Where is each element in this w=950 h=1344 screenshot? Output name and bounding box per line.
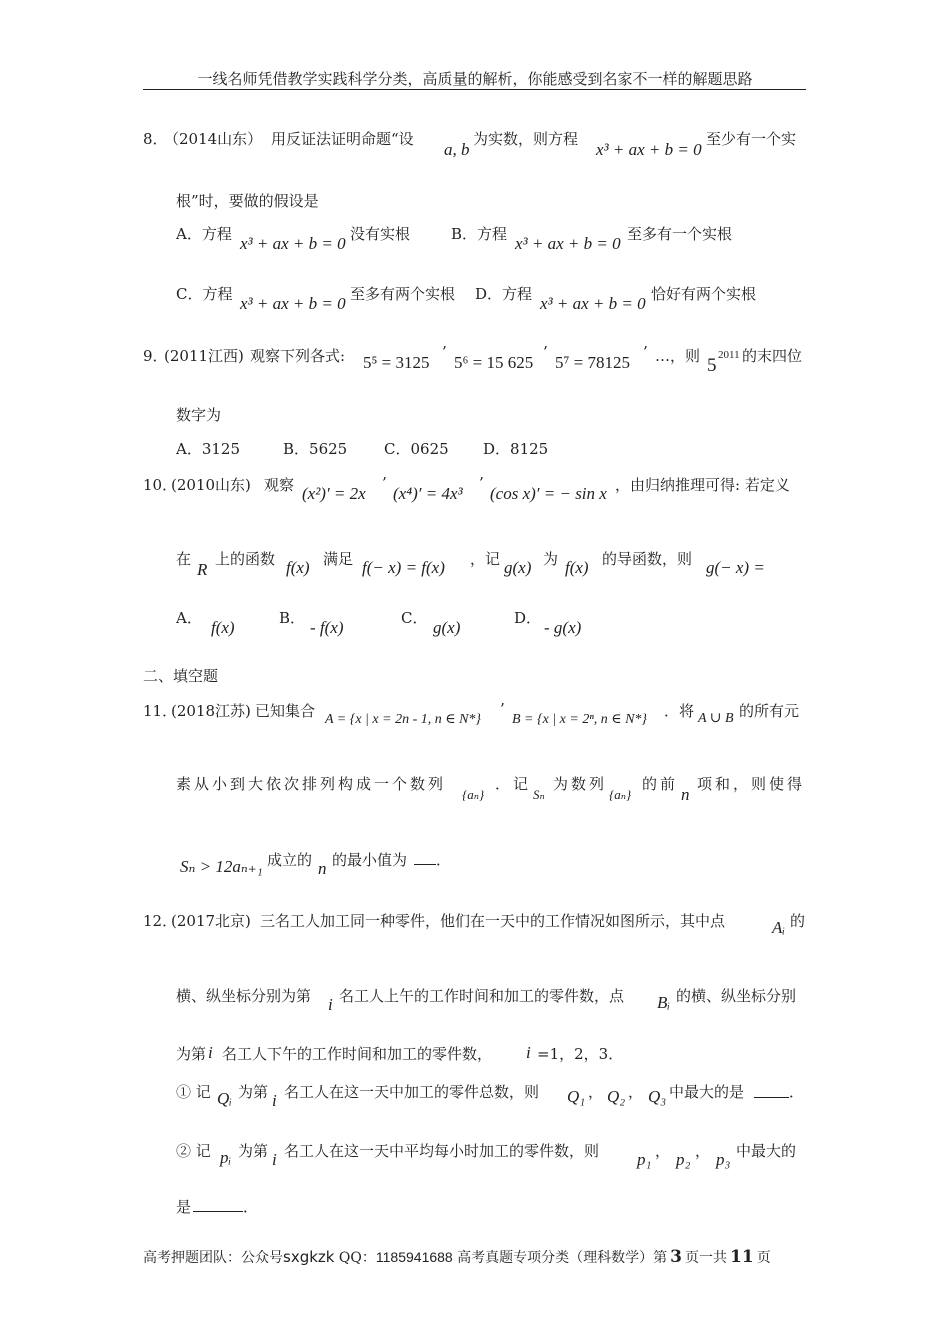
q12-i: i: [328, 995, 333, 1014]
q10-line2-e: 为: [543, 550, 559, 568]
q12-i-4: i: [272, 1091, 277, 1110]
q8-number: 8．: [143, 130, 168, 148]
q12-pi: pᵢ: [220, 1148, 232, 1167]
q12-comma-1: ，: [588, 1083, 604, 1101]
q12-sub2-b: 为第: [238, 1142, 269, 1160]
q10-derivative-2: (x⁴)′ = 4x³: [393, 484, 463, 503]
q11-line3-a: 成立的: [267, 851, 313, 869]
q11-answer-blank[interactable]: [414, 864, 436, 865]
q11-n-2: n: [318, 859, 327, 878]
q11-mid: ．将: [664, 702, 695, 720]
section-heading-fill-in: 二、填空题: [143, 667, 219, 685]
q9-formula-3: 5⁷ = 78125: [555, 353, 631, 372]
footer-qq-label: QQ：: [338, 1250, 376, 1266]
q8-stem-c: 至少有一个实: [706, 130, 797, 148]
q12-i-2: i: [208, 1043, 213, 1062]
q12-p3: p₃: [716, 1150, 731, 1169]
q12-p1: p₁: [637, 1150, 652, 1169]
q12-line3-a: 为第: [176, 1045, 207, 1063]
q10-fx: f(x): [286, 558, 310, 577]
q10-option-b-label: B．: [279, 609, 306, 627]
footer-total: 11: [730, 1247, 754, 1267]
q11-line2-e: 项和，则使得: [697, 775, 806, 793]
q12-source: (2017北京): [171, 912, 251, 930]
q11-line2-b: ．记: [495, 775, 532, 793]
q10-option-a-label: A．: [176, 609, 202, 627]
q10-option-d-value: - g(x): [544, 618, 582, 637]
q12-sub2-e: 是: [176, 1198, 192, 1216]
q12-sub1-c: 名工人在这一天中加工的零件总数，则: [284, 1083, 540, 1101]
q11-line2-a: 素从小到大依次排列构成一个数列: [176, 775, 447, 793]
q8-option-a-label: A．方程: [176, 225, 232, 243]
q9-formula-2: 5⁶ = 15 625: [454, 353, 534, 372]
q8-option-b-label: B．方程: [451, 225, 508, 243]
footer-qq: 1185941688: [375, 1249, 453, 1265]
q8-option-d-eq: x³ + ax + b = 0: [540, 294, 646, 313]
footer-page: 3: [670, 1247, 683, 1267]
q11-tail: 的所有元: [739, 702, 800, 720]
q12-line2-c: 的横、纵坐标分别: [676, 987, 797, 1005]
footer-team: 高考押题团队：公众号: [143, 1250, 283, 1266]
q12-number: 12．: [143, 912, 178, 930]
q9-stem: 观察下列各式:: [250, 347, 346, 365]
footer-desc: 高考真题专项分类（理科数学）第: [457, 1250, 668, 1266]
q12-answer-blank-2[interactable]: [193, 1211, 243, 1212]
q9-tail: 的末四位: [742, 347, 803, 365]
q8-equation: x³ + ax + b = 0: [596, 140, 702, 159]
q8-source: （2014山东）: [164, 130, 263, 148]
q12-sub1-end: ．: [789, 1083, 805, 1101]
q11-set-B: B = {x | x = 2ⁿ, n ∈ N*}: [512, 712, 648, 727]
q11-line2-c: 为数列: [553, 775, 608, 793]
q12-sub1-b: 为第: [238, 1083, 269, 1101]
q11-seq-an: {aₙ}: [462, 787, 485, 802]
q12-sub2-d: 中最大的: [736, 1142, 797, 1160]
page-footer: [143, 1247, 771, 1267]
q12-answer-blank-1[interactable]: [754, 1097, 789, 1098]
q11-sep: ’: [500, 700, 505, 718]
q11-set-A: A = {x | x = 2n - 1, n ∈ N*}: [325, 712, 482, 727]
q12-i-5: i: [272, 1150, 277, 1169]
q8-option-d-label: D．方程: [475, 285, 533, 303]
q12-Qi: Qᵢ: [217, 1089, 232, 1108]
q12-tail-1: 的: [790, 912, 806, 930]
q12-sub1-a: ① 记: [176, 1083, 211, 1101]
q8-stem-b: 为实数，则方程: [473, 130, 579, 148]
q12-line2-b: 名工人上午的工作时间和加工的零件数，点: [339, 987, 625, 1005]
q10-sep-1: ’: [382, 474, 387, 492]
q9-ellipsis: …，则: [655, 347, 701, 365]
q9-sep-3: ’: [643, 343, 648, 361]
q12-Q1: Q₁: [567, 1087, 586, 1106]
q11-Sn: Sₙ: [533, 787, 545, 802]
q12-sub2-c: 名工人在这一天中平均每小时加工的零件数，则: [284, 1142, 600, 1160]
q10-condition: f(− x) = f(x): [362, 558, 445, 577]
q10-option-c-value: g(x): [433, 618, 461, 637]
q10-line2-c: 满足: [323, 550, 354, 568]
q8-option-c-eq: x³ + ax + b = 0: [240, 294, 346, 313]
q10-fx-2: f(x): [565, 558, 589, 577]
q10-option-a-value: f(x): [211, 618, 235, 637]
q12-sub2-a: ② 记: [176, 1142, 211, 1160]
q11-n: n: [681, 785, 690, 804]
q9-formula-1: 5⁵ = 3125: [363, 353, 430, 372]
q10-line2-f: 的导函数，则: [602, 550, 693, 568]
q10-gx: g(x): [504, 558, 532, 577]
footer-account: sxgkzk: [283, 1248, 335, 1266]
page-header: 一线名师凭借教学实践科学分类，高质量的解析，你能感受到名家不一样的解题思路: [197, 70, 753, 88]
q8-option-a-tail: 没有实根: [350, 225, 411, 243]
q10-derivative-3: (cos x)′ = − sin x: [490, 484, 607, 503]
q9-option-d: D．8125: [483, 440, 549, 458]
q10-source: (2010山东): [171, 476, 251, 494]
q12-i-3: i: [526, 1043, 531, 1062]
q9-option-b: B．5625: [283, 440, 348, 458]
footer-mid: 页一共: [685, 1250, 728, 1266]
q12-comma-3: ，: [655, 1142, 671, 1160]
q12-Bi: Bᵢ: [657, 993, 671, 1012]
q11-union: A ∪ B: [698, 711, 734, 726]
footer-end: 页: [756, 1250, 771, 1266]
q8-stem-a: 用反证法证明命题“设: [271, 130, 414, 148]
q11-source: (2018江苏): [171, 702, 251, 720]
q8-option-b-tail: 至多有一个实根: [627, 225, 733, 243]
q11-line2-d: 的前: [642, 775, 679, 793]
q10-sep-2: ’: [479, 474, 484, 492]
q10-tail: ，由归纳推理可得: 若定义: [615, 476, 790, 494]
q12-Q2: Q₂: [607, 1087, 626, 1106]
q8-option-b-eq: x³ + ax + b = 0: [515, 234, 621, 253]
q12-line3-c: =1，2，3．: [537, 1045, 624, 1063]
q8-var-ab: a, b: [444, 140, 470, 159]
q10-line2-d: ，记: [470, 550, 501, 568]
q9-sep-2: ’: [543, 343, 548, 361]
q9-power-base: 5: [707, 355, 717, 376]
q9-source: (2011江西): [164, 347, 244, 365]
q9-option-c: C．0625: [384, 440, 449, 458]
q11-inequality: Sₙ > 12aₙ₊₁: [180, 857, 263, 876]
q11-seq-an-2: {aₙ}: [609, 787, 632, 802]
q10-line2-a: 在: [176, 550, 192, 568]
q8-option-c-tail: 至多有两个实根: [350, 285, 456, 303]
q8-option-a-eq: x³ + ax + b = 0: [240, 234, 346, 253]
q10-option-d-label: D．: [514, 609, 542, 627]
q12-line2-a: 横、纵坐标分别为第: [176, 987, 312, 1005]
q10-derivative-1: (x²)′ = 2x: [302, 484, 366, 503]
q10-number: 10．: [143, 476, 178, 494]
q12-sub1-d: 中最大的是: [669, 1083, 745, 1101]
q9-power-exp: 2011: [718, 349, 740, 361]
q12-sub2-end: ．: [243, 1198, 259, 1216]
q12-Q3: Q₃: [648, 1087, 667, 1106]
q9-number: 9．: [143, 347, 168, 365]
q12-comma-4: ，: [695, 1142, 711, 1160]
q11-line3-b: 的最小值为: [332, 851, 408, 869]
q10-stem: 观察: [264, 476, 295, 494]
q11-line3-end: ．: [436, 851, 452, 869]
q12-stem: 三名工人加工同一种零件，他们在一天中的工作情况如图所示，其中点: [260, 912, 726, 930]
q8-option-d-tail: 恰好有两个实根: [651, 285, 757, 303]
q11-number: 11．: [143, 702, 178, 720]
q12-Ai: Aᵢ: [772, 918, 786, 937]
q8-option-c-label: C．方程: [176, 285, 233, 303]
q12-comma-2: ，: [628, 1083, 644, 1101]
q10-option-b-value: - f(x): [310, 618, 344, 637]
q10-gmx: g(− x) =: [706, 558, 765, 577]
q9-sep-1: ’: [442, 343, 447, 361]
header-rule: [143, 89, 806, 90]
q8-stem-d: 根”时，要做的假设是: [176, 192, 319, 210]
q12-p2: p₂: [676, 1150, 691, 1169]
q12-line3-b: 名工人下午的工作时间和加工的零件数，: [222, 1045, 493, 1063]
q9-line2: 数字为: [176, 406, 222, 424]
q10-line2-b: 上的函数: [215, 550, 276, 568]
q10-set-R: R: [197, 560, 208, 579]
q11-stem: 已知集合: [255, 702, 316, 720]
q9-option-a: A．3125: [176, 440, 241, 458]
q10-option-c-label: C．: [401, 609, 428, 627]
